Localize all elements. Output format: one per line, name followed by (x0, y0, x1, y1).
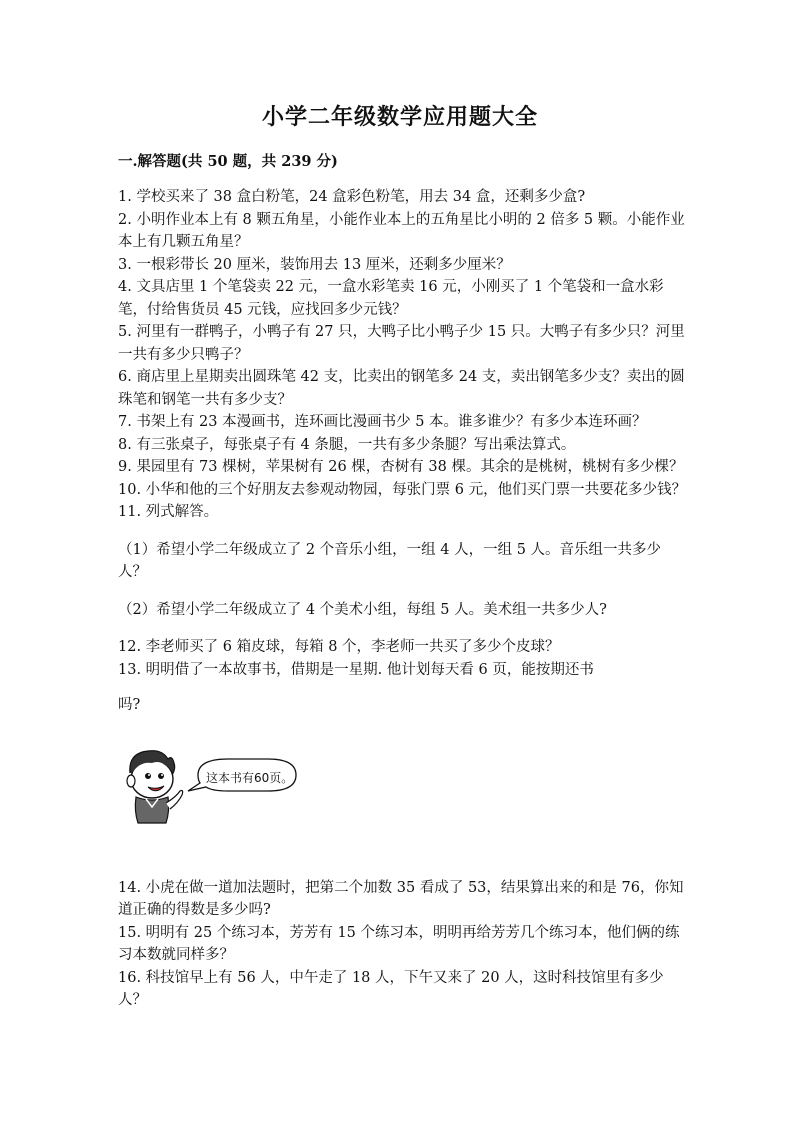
question-16: 16. 科技馆早上有 56 人，中午走了 18 人，下午又来了 20 人，这时科技馆里有多少人？ (118, 969, 664, 1008)
sub-question-2: （2）希望小学二年级成立了 4 个美术小组，每组 5 人。美术组一共多少人? (118, 601, 607, 618)
speech-bubble-text: 这本书有60页。 (206, 770, 294, 785)
question-15: 15. 明明有 25 个练习本，芳芳有 15 个练习本，明明再给芳芳几个练习本，他们俩的练习本数就同样多？ (118, 924, 680, 963)
question-6: 6. 商店里上星期卖出圆珠笔 42 支，比卖出的钢笔多 24 支，卖出钢笔多少支？卖出的圆珠笔和钢笔一共有多少支？ (118, 369, 685, 408)
question-2: 2. 小明作业本上有 8 颗五角星，小能作业本上的五角星比小明的 2 倍多 5 颗。小能作业本上有几颗五角星？ (118, 211, 685, 250)
question-13-tail: 吗? (118, 697, 141, 713)
question-4: 4. 文具店里 1 个笔袋卖 22 元，一盒水彩笔卖 16 元，小刚买了 1 个笔袋和一盒水彩笔，付给售货员 45 元钱，应找回多少元钱？ (118, 279, 664, 318)
question-list (118, 186, 688, 1012)
question-9: 9. 果园里有 73 棵树，苹果树有 26 棵，杏树有 38 棵。其余的是桃树，桃树有多少棵？ (118, 459, 684, 475)
question-12: 12. 李老师买了 6 箱皮球，每箱 8 个，李老师一共买了多少个皮球？ (118, 639, 560, 655)
question-13: 13. 明明借了一本故事书，借期是一星期. 他计划每天看 6 页，能按期还书 (118, 661, 594, 678)
question-11: 11. 列式解答。 (118, 504, 219, 520)
question-8: 8. 有三张桌子，每张桌子有 4 条腿，一共有多少条腿？写出乘法算式。 (118, 436, 576, 453)
question-5: 5. 河里有一群鸭子，小鸭子有 27 只，大鸭子比小鸭子少 15 只。大鸭子有多少只？河里一共有多少只鸭子？ (118, 324, 685, 363)
boy-speech-illustration (118, 745, 418, 825)
section-heading: 一.解答题(共 50 题，共 239 分) (118, 153, 338, 170)
question-10: 10. 小华和他的三个好朋友去参观动物园，每张门票 6 元，他们买门票一共要花多少钱？ (118, 481, 687, 498)
page-title: 小学二年级数学应用题大全 (261, 104, 538, 130)
question-3: 3. 一根彩带长 20 厘米，装饰用去 13 厘米，还剩多少厘米？ (118, 256, 511, 273)
question-1: 1. 学校买来了 38 盒白粉笔，24 盒彩色粉笔，用去 34 盒，还剩多少盒? (118, 189, 586, 205)
question-7: 7. 书架上有 23 本漫画书，连环画比漫画书少 5 本。谁多谁少？有多少本连环画？ (118, 414, 647, 430)
sub-question-1: （1）希望小学二年级成立了 2 个音乐小组，一组 4 人，一组 5 人。音乐组一共多少人？ (118, 541, 662, 580)
question-14: 14. 小虎在做一道加法题时，把第二个加数 35 看成了 53，结果算出来的和是 76，你知道正确的得数是多少吗? (118, 879, 684, 918)
